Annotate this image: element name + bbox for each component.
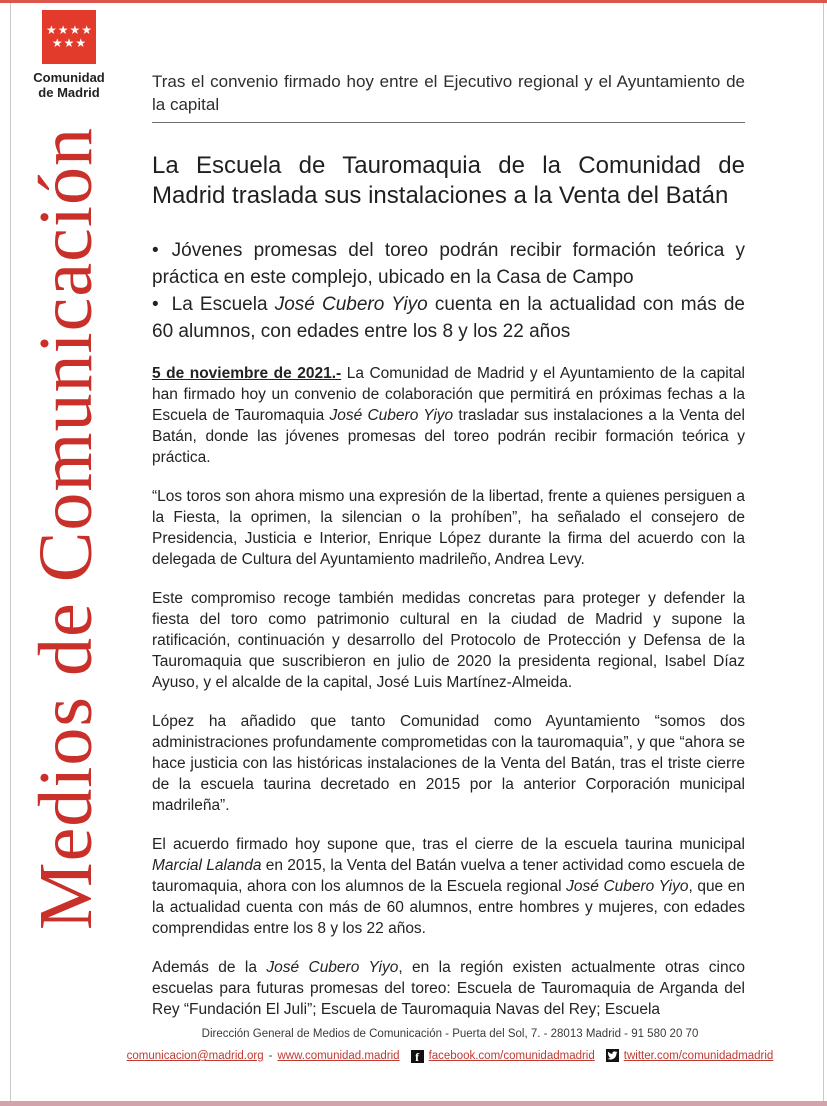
list-item-text: Jóvenes promesas del toreo podrán recibir formación teórica y práctica en este complejo, ubicado en la Casa de Campo <box>152 240 745 288</box>
paragraph: El acuerdo firmado hoy supone que, tras el cierre de la escuela taurina municipal Marcial Lalanda en 2015, la Venta del Batán vuelva a tener actividad como escuela de tauromaquia, ahora con los alumnos de la Escuela regional José Cubero Yiyo, que en la actualidad cuenta con más de 60 alumnos, entre hombres y mujeres, con edades comprendidas entre los 8 y los 22 años. <box>152 836 745 937</box>
star-icon: ★ <box>45 23 57 37</box>
bullet-icon: • <box>152 240 159 261</box>
facebook-link[interactable]: facebook.com/comunidadmadrid <box>428 1050 595 1062</box>
page-title: La Escuela de Tauromaquia de la Comunidad de Madrid traslada sus instalaciones a la Venta del Batán <box>152 152 745 209</box>
footer-separator: - <box>268 1050 273 1062</box>
page-left-border <box>10 3 11 1101</box>
comunidad-de-madrid-logo <box>32 10 106 100</box>
star-icon: ★ <box>81 23 93 37</box>
paragraph: Este compromiso recoge también medidas concretas para proteger y defender la fiesta del toro como patrimonio cultural en la ciudad de Madrid y supone la ratificación, continuación y desarrollo del Protocolo de Protección y Defensa de la Tauromaquia que suscribieron en julio de 2020 la presidenta regional, Isabel Díaz Ayuso, y el alcalde de la capital, José Luis Martínez-Almeida. <box>152 590 745 691</box>
logo-wordmark-line1: Comunidad <box>33 70 105 85</box>
twitter-icon <box>606 1049 619 1062</box>
star-icon: ★ <box>63 36 75 50</box>
email-link[interactable]: comunicacion@madrid.org <box>126 1050 264 1062</box>
twitter-link[interactable]: twitter.com/comunidadmadrid <box>623 1050 774 1062</box>
star-icon: ★ <box>75 36 87 50</box>
logo-wordmark <box>32 70 106 100</box>
star-icon: ★ <box>69 23 81 37</box>
highlights-list <box>152 237 745 345</box>
list-item <box>152 291 745 345</box>
footer-address: Dirección General de Medios de Comunicación - Puerta del Sol, 7. - 28013 Madrid - 91 580 20 70 <box>201 1028 699 1040</box>
list-item-text: La Escuela José Cubero Yiyo cuenta en la actualidad con más de 60 alumnos, con edades entre los 8 y los 22 años <box>152 294 745 342</box>
page-top-border <box>0 0 827 3</box>
paragraph: López ha añadido que tanto Comunidad como Ayuntamiento “somos dos administraciones profundamente comprometidas con la tauromaquia”, y que “ahora se hace justicia con las históricas instalaciones de la Venta del Batán, tras el triste cierre de la escuela taurina decretado en 2015 por la anterior Corporación municipal madrileña”. <box>152 713 745 814</box>
logo-wordmark-line2: de Madrid <box>38 85 100 100</box>
star-icon: ★ <box>51 36 63 50</box>
department-vertical-banner: Medios de Comunicación <box>24 127 108 930</box>
page-footer <box>100 1028 800 1063</box>
bullet-icon: • <box>152 294 159 315</box>
website-link[interactable]: www.comunidad.madrid <box>277 1050 400 1062</box>
page-right-border <box>823 3 824 1101</box>
paragraph: “Los toros son ahora mismo una expresión de la libertad, frente a quienes persiguen a la Fiesta, la oprimen, la silencian o la prohíben”, ha señalado el consejero de Presidencia, Justicia e Interior, Enrique López durante la firma del acuerdo con la delegada de Cultura del Ayuntamiento madrileño, Andrea Levy. <box>152 488 745 568</box>
facebook-icon: f <box>411 1050 424 1063</box>
article-paragraphs <box>152 363 745 1020</box>
star-icon: ★ <box>57 23 69 37</box>
paragraph: Además de la José Cubero Yiyo, en la región existen actualmente otras cinco escuelas para futuras promesas del toreo: Escuela de Tauromaquia de Arganda del Rey “Fundación El Juli”; Escuela de Tauromaquia Navas del Rey; Escuela <box>152 959 745 1018</box>
subheading: Tras el convenio firmado hoy entre el Ejecutivo regional y el Ayuntamiento de la capital <box>152 70 745 123</box>
madrid-flag-icon <box>42 10 96 64</box>
list-item <box>152 237 745 291</box>
paragraph: 5 de noviembre de 2021.- La Comunidad de Madrid y el Ayuntamiento de la capital han firmado hoy un convenio de colaboración que permitirá en próximas fechas a la Escuela de Tauromaquia José Cubero Yiyo trasladar sus instalaciones a la Venta del Batán, donde las jóvenes promesas del toreo podrán recibir formación teórica y práctica. <box>152 365 746 466</box>
flag-stars-bottom-row <box>52 37 86 50</box>
page-bottom-border <box>0 1101 827 1106</box>
press-release-body <box>152 70 745 1038</box>
footer-links <box>100 1049 800 1063</box>
